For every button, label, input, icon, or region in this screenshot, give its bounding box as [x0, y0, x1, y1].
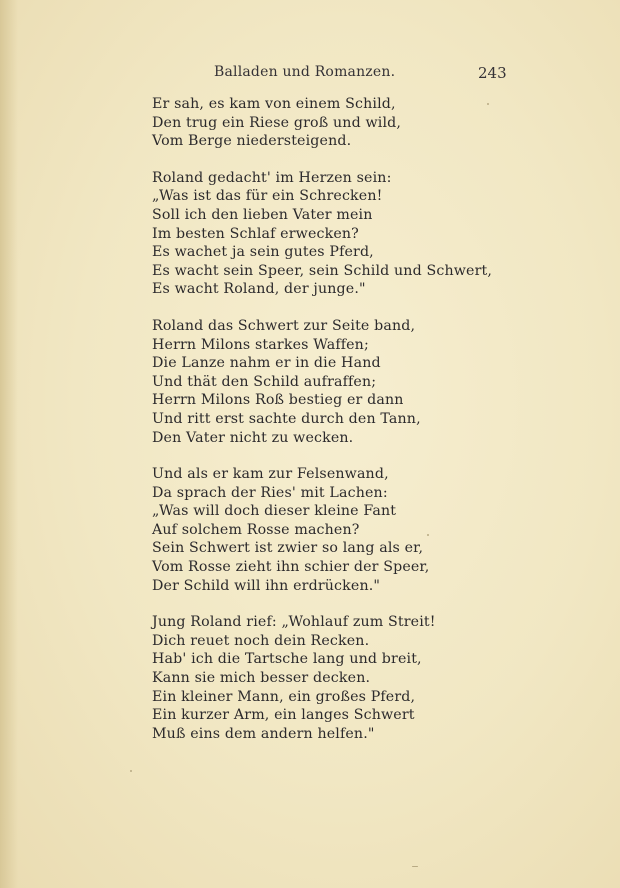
gutter-shadow — [0, 0, 18, 888]
verse-line: Es wachet ja sein gutes Pferd, — [152, 244, 374, 261]
verse-line: Roland gedacht' im Herzen sein: — [152, 169, 392, 186]
stanza — [152, 169, 492, 299]
paper-speck — [412, 866, 418, 867]
verse-line: Vom Rosse zieht ihn schier der Speer, — [152, 559, 430, 576]
verse-line: Soll ich den lieben Vater mein — [152, 206, 373, 223]
verse-line: Die Lanze nahm er in die Hand — [152, 355, 381, 372]
verse-line: Sein Schwert ist zwier so lang als er, — [152, 540, 424, 557]
verse-line: Im besten Schlaf erwecken? — [152, 225, 359, 242]
page-number: 243 — [478, 64, 507, 82]
verse-line: Jung Roland rief: „Wohlauf zum Streit! — [152, 614, 436, 631]
verse-line: Der Schild will ihn erdrücken." — [152, 577, 381, 594]
stanza — [152, 465, 492, 595]
verse-line: Den trug ein Riese groß und wild, — [152, 114, 402, 131]
paper-speck — [427, 534, 429, 536]
verse-line: Da sprach der Ries' mit Lachen: — [152, 484, 388, 501]
running-title: Balladen und Romanzen. — [214, 64, 396, 80]
verse-line: Kann sie mich besser decken. — [152, 670, 371, 687]
verse-line: Ein kurzer Arm, ein langes Schwert — [152, 707, 415, 724]
verse-line: Roland das Schwert zur Seite band, — [152, 317, 416, 334]
verse-line: „Was will doch dieser kleine Fant — [152, 503, 397, 520]
verse-line: Auf solchem Rosse machen? — [152, 521, 360, 538]
verse-line: Es wacht sein Speer, sein Schild und Schwert, — [152, 262, 493, 279]
verse-line: Und als er kam zur Felsenwand, — [152, 466, 389, 483]
verse-line: „Was ist das für ein Schrecken! — [152, 188, 383, 205]
verse-line: Hab' ich die Tartsche lang und breit, — [152, 651, 422, 668]
stanza — [152, 613, 492, 743]
verse-line: Den Vater nicht zu wecken. — [152, 429, 354, 446]
stanza — [152, 317, 492, 447]
verse-line: Er sah, es kam von einem Schild, — [152, 96, 396, 112]
verse-line: Dich reuet noch dein Recken. — [152, 632, 370, 649]
verse-line: Und thät den Schild aufraffen; — [152, 373, 377, 390]
verse-line: Und ritt erst sachte durch den Tann, — [152, 410, 421, 427]
verse-line: Muß eins dem andern helfen." — [152, 725, 375, 742]
verse-line: Ein kleiner Mann, ein großes Pferd, — [152, 688, 416, 705]
verse-line: Es wacht Roland, der junge." — [152, 281, 366, 298]
verse-line: Herrn Milons Roß bestieg er dann — [152, 392, 404, 409]
verse-line: Herrn Milons starkes Waffen; — [152, 336, 369, 353]
page-header — [0, 64, 620, 86]
verse-line: Vom Berge niedersteigend. — [152, 133, 352, 150]
paper-speck — [130, 770, 132, 772]
poem-body — [152, 95, 492, 761]
stanza — [152, 95, 492, 151]
paper-speck — [487, 103, 489, 105]
